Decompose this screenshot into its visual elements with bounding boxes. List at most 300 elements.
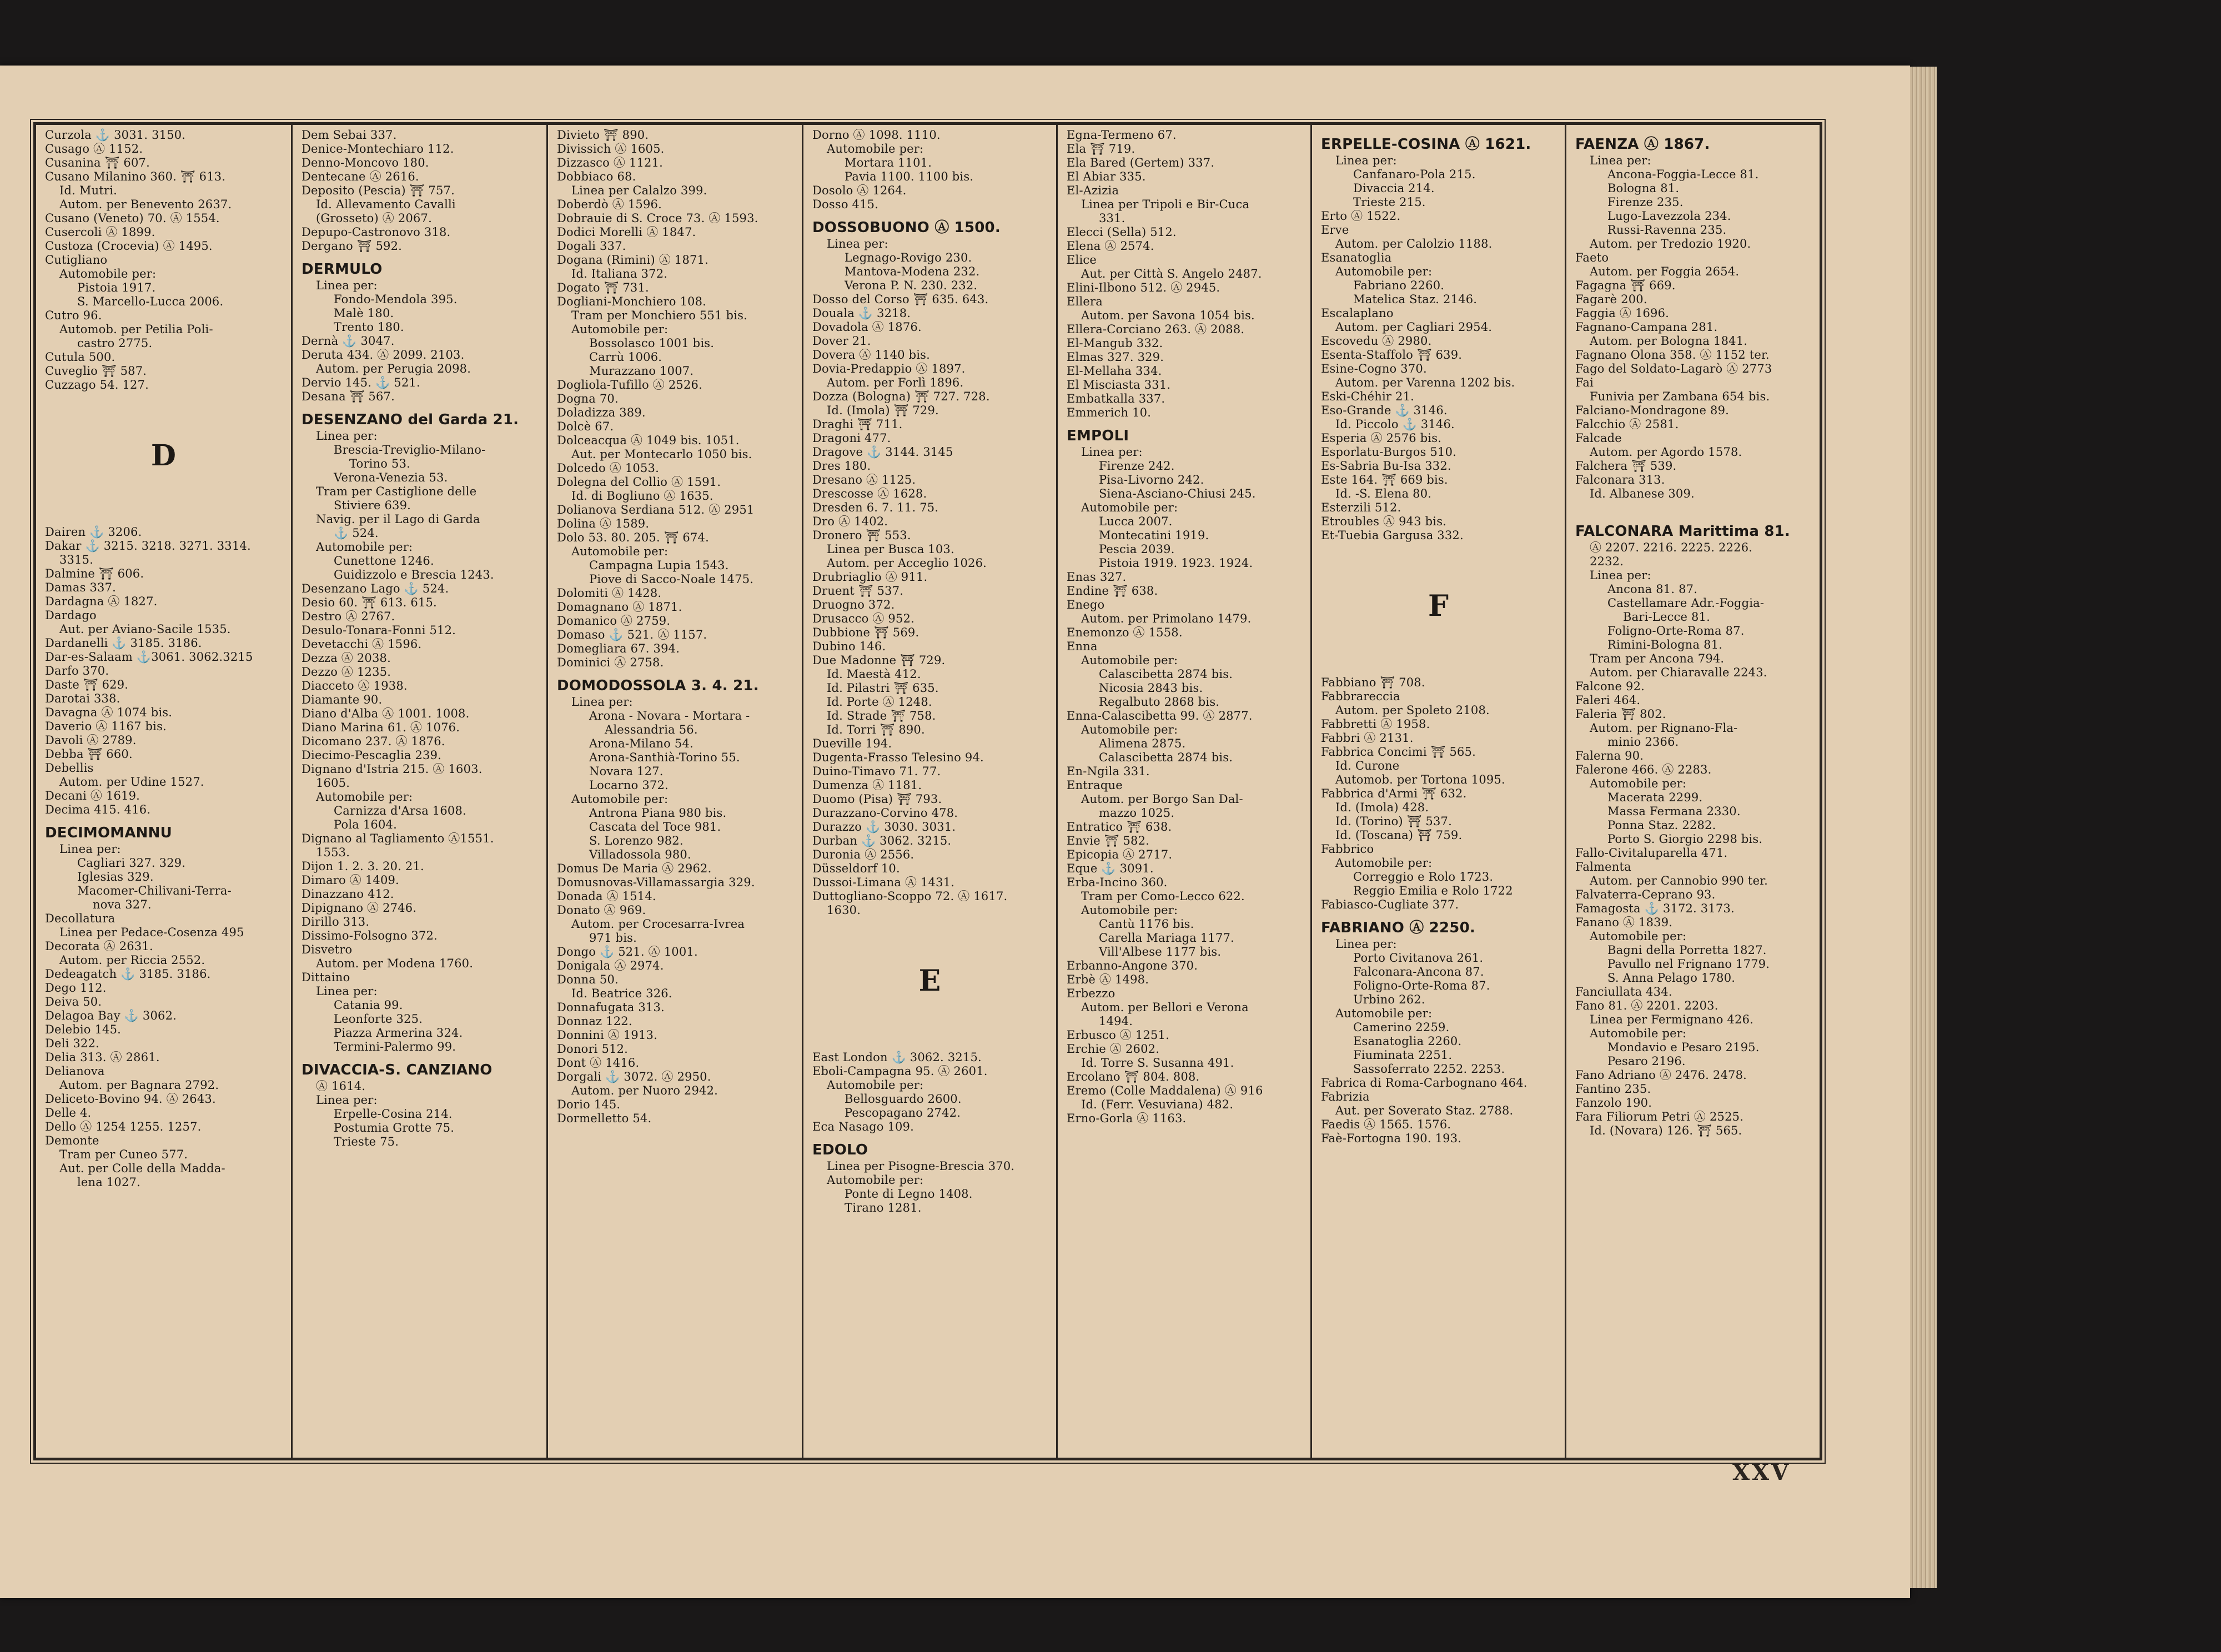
index-entry: Druent ⛩ 537. [812, 584, 904, 597]
index-entry: Daste ⛩ 629. [45, 678, 129, 691]
index-entry: Deposito (Pescia) ⛩ 757. [302, 184, 455, 197]
index-entry: Dardanelli ⚓ 3185. 3186. [45, 636, 202, 650]
index-entry: Dogato ⛩ 731. [557, 281, 649, 294]
index-entry: Autom. per Tredozio 1920. [1590, 237, 1751, 250]
index-entry: Esenta-Staffolo ⛩ 639. [1321, 348, 1463, 361]
index-entry: Postumia Grotte 75. [334, 1121, 455, 1134]
index-entry: Debellis [45, 761, 94, 775]
index-entry: Fagarè 200. [1575, 293, 1647, 306]
index-entry: Locarno 372. [589, 779, 669, 792]
index-entry: Delianova [45, 1064, 105, 1078]
index-entry: Dardagna Ⓐ 1827. [45, 595, 158, 608]
index-entry: Lucca 2007. [1099, 515, 1173, 528]
index-entry: Pesaro 2196. [1607, 1055, 1686, 1068]
index-entry: Eca Nasago 109. [812, 1120, 914, 1133]
index-entry: Id. Maestà 412. [827, 667, 921, 681]
index-entry: Falconara-Ancona 87. [1353, 965, 1484, 978]
index-entry: Funivia per Zambana 654 bis. [1590, 390, 1770, 403]
index-entry: Dubbione ⛩ 569. [812, 626, 919, 639]
index-entry: Fabbrareccia [1321, 690, 1400, 703]
index-entry: Porto S. Giorgio 2298 bis. [1607, 832, 1763, 846]
index-entry: Dolianova Serdiana 512. Ⓐ 2951 [557, 503, 755, 516]
index-entry: Falcchio Ⓐ 2581. [1575, 418, 1679, 431]
index-entry: Dolcedo Ⓐ 1053. [557, 461, 659, 475]
index-entry: Erpelle-Cosina 214. [334, 1107, 453, 1121]
index-entry: Bologna 81. [1607, 182, 1680, 195]
index-entry: Dorgali ⚓ 3072. Ⓐ 2950. [557, 1070, 711, 1083]
index-entry: Murazzano 1007. [589, 364, 694, 378]
index-entry: Dubino 146. [812, 640, 886, 653]
index-entry: Cusano (Veneto) 70. Ⓐ 1554. [45, 212, 220, 225]
index-entry: Cutigliano [45, 253, 108, 267]
index-entry: Entratico ⛩ 638. [1067, 820, 1172, 833]
index-entry: Darfo 370. [45, 664, 109, 677]
index-entry: Domegliara 67. 394. [557, 642, 680, 655]
index-entry: Decani Ⓐ 1619. [45, 789, 140, 802]
index-entry: Donada Ⓐ 1514. [557, 890, 656, 903]
index-entry: Ela ⛩ 719. [1067, 142, 1135, 155]
index-entry: Bari-Lecce 81. [1623, 610, 1710, 624]
index-entry: Pescopagano 2742. [845, 1106, 961, 1119]
index-entry: Epicopia Ⓐ 2717. [1067, 848, 1173, 861]
index-entry: Linea per Busca 103. [827, 543, 954, 556]
index-entry: Id. (Imola) ⛩ 729. [827, 404, 939, 417]
index-entry: Donigala Ⓐ 2974. [557, 959, 664, 972]
index-entry: Automobile per: [571, 323, 669, 336]
index-entry: Arona-Santhià-Torino 55. [589, 751, 740, 764]
index-entry: Doberdò Ⓐ 1596. [557, 198, 662, 211]
index-entry: Navig. per il Lago di Garda [316, 513, 480, 526]
index-entry: Correggio e Rolo 1723. [1353, 870, 1494, 883]
index-entry: Eso-Grande ⚓ 3146. [1321, 404, 1448, 417]
index-entry: Dijon 1. 2. 3. 20. 21. [302, 860, 424, 873]
index-entry: Erchie Ⓐ 2602. [1067, 1042, 1160, 1056]
index-entry: Malè 180. [334, 307, 394, 320]
index-entry: Catania 99. [334, 998, 403, 1012]
index-entry: Fanzolo 190. [1575, 1096, 1652, 1109]
index-column-3 [548, 125, 803, 1458]
index-entry: Regalbuto 2868 bis. [1099, 695, 1220, 709]
index-entry: Dorio 145. [557, 1098, 621, 1111]
index-entry: Pavia 1100. 1100 bis. [845, 170, 974, 183]
index-entry: (Grosseto) Ⓐ 2067. [316, 212, 432, 225]
index-entry: Diecimo-Pescaglia 239. [302, 749, 442, 762]
index-entry: Linea per Pedace-Cosenza 495 [59, 926, 244, 939]
index-entry: Cusano Milanino 360. ⛩ 613. [45, 170, 226, 183]
index-entry: Durban ⚓ 3062. 3215. [812, 834, 952, 847]
index-entry: Dogna 70. [557, 392, 619, 405]
station-heading: EDOLO [812, 1142, 868, 1158]
index-entry: Fallo-Civitaluparella 471. [1575, 846, 1728, 860]
index-entry: Autom. per Forlì 1896. [827, 376, 964, 389]
index-entry: Cunettone 1246. [334, 554, 434, 568]
index-entry: Autom. per Rignano-Fla- [1590, 721, 1738, 735]
index-entry: castro 2775. [77, 337, 153, 350]
index-entry: Campagna Lupia 1543. [589, 559, 729, 572]
index-entry: Trieste 215. [1353, 195, 1426, 209]
index-entry: Automob. per Petilia Poli- [59, 323, 213, 336]
index-entry: Autom. per Calolzio 1188. [1335, 237, 1493, 250]
index-entry: 971 bis. [589, 931, 637, 945]
index-entry: Dairen ⚓ 3206. [45, 525, 142, 539]
index-entry: Ponna Staz. 2282. [1607, 819, 1716, 832]
index-entry: Fondo-Mendola 395. [334, 293, 458, 306]
index-column-1 [36, 125, 293, 1458]
index-entry: Antrona Piana 980 bis. [589, 806, 727, 820]
index-entry: Fagnano-Campana 281. [1575, 320, 1718, 334]
index-entry: Cutro 96. [45, 309, 102, 322]
index-entry: Dres 180. [812, 459, 871, 473]
index-entry: Porto Civitanova 261. [1353, 951, 1484, 965]
index-entry: Linea per: [316, 279, 378, 292]
index-entry: 1494. [1099, 1015, 1133, 1028]
index-entry: Fiuminata 2251. [1353, 1048, 1453, 1062]
index-entry: Autom. per Chiaravalle 2243. [1590, 666, 1767, 679]
index-entry: Id. Porte Ⓐ 1248. [827, 695, 932, 709]
index-entry: Tram per Cuneo 577. [59, 1148, 188, 1161]
index-entry: Deiva 50. [45, 995, 102, 1008]
index-entry: Dozza (Bologna) ⛩ 727. 728. [812, 390, 990, 403]
index-entry: Piove di Sacco-Noale 1475. [589, 573, 754, 586]
index-entry: Verona P. N. 230. 232. [845, 279, 978, 292]
index-entry: nova 327. [93, 898, 152, 911]
index-entry: Pola 1604. [334, 818, 397, 831]
index-entry: Darotai 338. [45, 692, 120, 705]
index-entry: Dolegna del Collio Ⓐ 1591. [557, 475, 721, 489]
index-entry: Cascata del Toce 981. [589, 820, 721, 833]
index-entry: Due Madonne ⛩ 729. [812, 654, 946, 667]
index-entry: Autom. per Bellori e Verona [1081, 1001, 1249, 1014]
index-entry: Dissimo-Folsogno 372. [302, 929, 438, 942]
index-entry: Reggio Emilia e Rolo 1722 [1353, 884, 1513, 897]
index-entry: Cusercoli Ⓐ 1899. [45, 225, 155, 239]
index-entry: Eque ⚓ 3091. [1067, 862, 1154, 875]
index-entry: Falciano-Mondragone 89. [1575, 404, 1730, 417]
index-entry: Es-Sabria Bu-Isa 332. [1321, 459, 1451, 473]
index-entry: Fano Adriano Ⓐ 2476. 2478. [1575, 1068, 1747, 1082]
index-entry: Esanatoglia [1321, 251, 1392, 264]
index-entry: Automobile per: [1081, 723, 1178, 736]
index-entry: Calascibetta 2874 bis. [1099, 751, 1233, 764]
index-entry: Montecatini 1919. [1099, 529, 1209, 542]
index-entry: Cusanina ⛩ 607. [45, 156, 150, 169]
station-heading: ERPELLE-COSINA Ⓐ 1621. [1321, 136, 1531, 153]
index-entry: Autom. per Cannobio 990 ter. [1590, 874, 1768, 887]
index-entry: Autom. per Riccia 2552. [59, 953, 205, 967]
index-entry: Enna [1067, 640, 1098, 653]
index-entry: Dosso 415. [812, 198, 879, 211]
index-entry: Dogana (Rimini) Ⓐ 1871. [557, 253, 709, 267]
index-entry: Falmenta [1575, 860, 1631, 873]
index-entry: Dezzo Ⓐ 1235. [302, 665, 391, 679]
index-entry: Automobile per: [827, 1173, 924, 1187]
index-entry: Automobile per: [1590, 930, 1687, 943]
index-entry: Id. (Novara) 126. ⛩ 565. [1590, 1124, 1742, 1137]
index-entry: Drusacco Ⓐ 952. [812, 612, 914, 625]
index-entry: Leonforte 325. [334, 1012, 423, 1026]
index-entry: Dezza Ⓐ 2038. [302, 651, 391, 665]
index-entry: Domusnovas-Villamassargia 329. [557, 876, 755, 889]
index-entry: Cuveglio ⛩ 587. [45, 364, 147, 378]
index-entry: Pisa-Livorno 242. [1099, 473, 1204, 486]
index-entry: Duino-Timavo 71. 77. [812, 765, 941, 778]
index-entry: Elice [1067, 253, 1097, 267]
index-entry: Disvetro [302, 943, 353, 956]
index-entry: Fanciullata 434. [1575, 985, 1672, 998]
index-entry: Donnaz 122. [557, 1015, 632, 1028]
index-entry: Dakar ⚓ 3215. 3218. 3271. 3314. [45, 539, 251, 553]
station-heading: FAENZA Ⓐ 1867. [1575, 136, 1710, 153]
index-entry: Eremo (Colle Maddalena) Ⓐ 916 [1067, 1084, 1263, 1097]
index-entry: Carrù 1006. [589, 350, 662, 364]
index-entry: Carella Mariaga 1177. [1099, 931, 1234, 945]
index-entry: Pescia 2039. [1099, 543, 1175, 556]
index-entry: Autom. per Crocesarra-Ivrea [571, 917, 745, 931]
station-heading: DERMULO [302, 261, 383, 278]
index-entry: Davagna Ⓐ 1074 bis. [45, 706, 173, 719]
index-entry: Dernà ⚓ 3047. [302, 334, 395, 348]
index-entry: Dem Sebai 337. [302, 128, 397, 142]
index-entry: 1630. [827, 903, 861, 917]
index-entry: Firenze 242. [1099, 459, 1175, 473]
index-entry: Automobile per: [316, 790, 413, 804]
index-entry: Dongo ⚓ 521. Ⓐ 1001. [557, 945, 698, 958]
station-heading: DESENZANO del Garda 21. [302, 411, 519, 428]
index-entry: Automobile per: [571, 792, 669, 806]
index-entry: El-Mangub 332. [1067, 337, 1163, 350]
index-entry: Id. Albanese 309. [1590, 487, 1695, 500]
index-entry: Camerino 2259. [1353, 1021, 1450, 1034]
index-entry: Durazzo ⚓ 3030. 3031. [812, 820, 956, 833]
index-entry: S. Marcello-Lucca 2006. [77, 295, 224, 308]
index-entry: Embatkalla 337. [1067, 392, 1165, 405]
index-entry: Fabiasco-Cugliate 377. [1321, 898, 1459, 911]
index-entry: Dominici Ⓐ 2758. [557, 656, 664, 669]
index-entry: Escovedu Ⓐ 2980. [1321, 334, 1432, 348]
index-entry: Massa Fermana 2330. [1607, 805, 1741, 818]
index-entry: Linea per: [1590, 569, 1651, 582]
section-letter: D [150, 439, 177, 473]
section-letter: F [1428, 589, 1449, 623]
index-entry: En-Ngila 331. [1067, 765, 1150, 778]
index-column-5 [1058, 125, 1312, 1458]
index-entry: lena 1027. [77, 1176, 140, 1189]
index-entry: Linea per: [316, 429, 378, 443]
index-entry: Linea per Pisogne-Brescia 370. [827, 1159, 1015, 1173]
index-entry: Nicosia 2843 bis. [1099, 681, 1203, 695]
index-entry: Eboli-Campagna 95. Ⓐ 2601. [812, 1064, 988, 1078]
index-entry: Daverio Ⓐ 1167 bis. [45, 720, 167, 733]
index-entry: Linea per: [316, 985, 378, 998]
index-entry: Dello Ⓐ 1254 1255. 1257. [45, 1120, 202, 1133]
index-entry: Dolo 53. 80. 205. ⛩ 674. [557, 531, 709, 544]
index-entry: Dolcè 67. [557, 420, 614, 433]
index-entry: Et-Tuebia Gargusa 332. [1321, 529, 1464, 542]
index-entry: Faleri 464. [1575, 694, 1641, 707]
index-entry: Aut. per Montecarlo 1050 bis. [571, 448, 752, 461]
index-entry: Denno-Moncovo 180. [302, 156, 429, 169]
index-entry: Ponte di Legno 1408. [845, 1187, 973, 1201]
index-entry: Automobile per: [59, 267, 157, 280]
index-entry: Dussoi-Limana Ⓐ 1431. [812, 876, 955, 889]
index-entry: Elecci (Sella) 512. [1067, 225, 1177, 239]
index-entry: Automobile per: [1081, 903, 1178, 917]
index-entry: Automobile per: [1335, 265, 1433, 278]
index-entry: Delebio 145. [45, 1023, 122, 1036]
index-entry: Linea per Calalzo 399. [571, 184, 707, 197]
index-entry: Torino 53. [349, 457, 411, 470]
index-entry: Enna-Calascibetta 99. Ⓐ 2877. [1067, 709, 1253, 722]
index-entry: Sassoferrato 2252. 2253. [1353, 1062, 1505, 1076]
index-entry: Dumenza Ⓐ 1181. [812, 779, 922, 792]
index-entry: Fabrica di Roma-Carbognano 464. [1321, 1076, 1527, 1089]
index-entry: Cutula 500. [45, 350, 115, 364]
index-entry: Linea per: [1081, 445, 1143, 459]
index-entry: Automobile per: [1081, 501, 1178, 514]
index-entry: Automobile per: [571, 545, 669, 558]
index-entry: Automobile per: [1335, 1007, 1433, 1020]
index-entry: Durazzano-Corvino 478. [812, 806, 958, 820]
index-entry: Piazza Armerina 324. [334, 1026, 463, 1040]
index-entry: Fabbrica Concimi ⛩ 565. [1321, 745, 1476, 759]
index-entry: Automobile per: [1590, 1027, 1687, 1040]
index-entry: El-Azizia [1067, 184, 1119, 197]
spacer [1575, 501, 1811, 515]
index-entry: Faeto [1575, 251, 1609, 264]
index-entry: Dirillo 313. [302, 915, 370, 928]
index-entry: Arona - Novara - Mortara - [589, 709, 750, 722]
index-entry: Faggia Ⓐ 1696. [1575, 307, 1670, 320]
index-entry: Deruta 434. Ⓐ 2099. 2103. [302, 348, 465, 361]
index-entry: Matelica Staz. 2146. [1353, 293, 1478, 306]
index-column-2 [293, 125, 548, 1458]
index-entry: Id. (Torino) ⛩ 537. [1335, 815, 1452, 828]
index-entry: Tirano 1281. [845, 1201, 922, 1214]
index-entry: Stiviere 639. [334, 499, 411, 512]
index-entry: Id. (Imola) 428. [1335, 801, 1429, 814]
index-entry: Delagoa Bay ⚓ 3062. [45, 1009, 177, 1022]
index-entry: Custoza (Crocevia) Ⓐ 1495. [45, 239, 213, 253]
index-entry: Donori 512. [557, 1042, 629, 1056]
index-entry: Duronia Ⓐ 2556. [812, 848, 914, 861]
index-entry: Escalaplano [1321, 307, 1394, 320]
index-entry: Drubriaglio Ⓐ 911. [812, 570, 928, 584]
index-entry: Dogliani-Monchiero 108. [557, 295, 707, 308]
index-entry: Fanano Ⓐ 1839. [1575, 916, 1673, 929]
page-number: XXV [1732, 1459, 1791, 1485]
index-entry: Dorno Ⓐ 1098. 1110. [812, 128, 941, 142]
index-entry: Etroubles Ⓐ 943 bis. [1321, 515, 1447, 528]
index-entry: Fagnano Olona 358. Ⓐ 1152 ter. [1575, 348, 1770, 361]
index-entry: Mondavio e Pesaro 2195. [1607, 1041, 1760, 1054]
index-entry: Mantova-Modena 232. [845, 265, 980, 278]
index-entry: Autom. per Varenna 1202 bis. [1335, 376, 1515, 389]
station-heading: DECIMOMANNU [45, 825, 172, 841]
index-entry: Destro Ⓐ 2767. [302, 610, 395, 623]
index-entry: Dar-es-Salaam ⚓3061. 3062.3215 [45, 650, 253, 664]
index-entry: Falchera ⛩ 539. [1575, 459, 1677, 473]
index-entry: Divissich Ⓐ 1605. [557, 142, 665, 155]
index-entry: Domaso ⚓ 521. Ⓐ 1157. [557, 628, 707, 641]
index-entry: Iglesias 329. [77, 870, 154, 883]
index-entry: Egna-Termeno 67. [1067, 128, 1177, 142]
index-entry: Dalmine ⛩ 606. [45, 567, 144, 580]
index-entry: Fago del Soldato-Lagarò Ⓐ 2773 [1575, 362, 1772, 375]
index-entry: Dicomano 237. Ⓐ 1876. [302, 735, 445, 748]
index-entry: Düsseldorf 10. [812, 862, 900, 875]
station-heading: DOMODOSSOLA 3. 4. 21. [557, 677, 759, 694]
index-entry: Diano d'Alba Ⓐ 1001. 1008. [302, 707, 470, 720]
index-entry: Tram per Castiglione delle [316, 485, 477, 498]
index-entry: Elmas 327. 329. [1067, 350, 1164, 364]
index-entry: Deliceto-Bovino 94. Ⓐ 2643. [45, 1092, 216, 1106]
index-entry: Linea per Fermignano 426. [1590, 1013, 1754, 1026]
index-entry: Faè-Fortogna 190. 193. [1321, 1132, 1462, 1145]
index-entry: Arona-Milano 54. [589, 737, 694, 750]
station-heading: DOSSOBUONO Ⓐ 1500. [812, 219, 1001, 236]
index-entry: Id. Torre S. Susanna 491. [1081, 1056, 1234, 1069]
index-entry: 1605. [316, 776, 350, 790]
index-entry: Siena-Asciano-Chiusi 245. [1099, 487, 1256, 500]
index-entry: Fagagna ⛩ 669. [1575, 279, 1676, 292]
index-entry: Id. Piccolo ⚓ 3146. [1335, 418, 1455, 431]
index-entry: Autom. per Bologna 1841. [1590, 334, 1748, 348]
index-entry: Domus De Maria Ⓐ 2962. [557, 862, 712, 875]
index-entry: Dedeagatch ⚓ 3185. 3186. [45, 967, 211, 981]
index-entry: Autom. per Agordo 1578. [1590, 445, 1742, 459]
index-entry: Dogliola-Tufillo Ⓐ 2526. [557, 378, 702, 391]
index-entry: Bossolasco 1001 bis. [589, 337, 715, 350]
index-entry: Delle 4. [45, 1106, 92, 1119]
index-entry: Linea per: [827, 237, 888, 250]
index-entry: Emmerich 10. [1067, 406, 1152, 419]
index-entry: Elini-Ilbono 512. Ⓐ 2945. [1067, 281, 1220, 294]
index-entry: Envie ⛩ 582. [1067, 834, 1150, 847]
index-entry: Linea per: [1590, 154, 1651, 167]
index-entry: Russi-Ravenna 235. [1607, 223, 1727, 237]
index-entry: Ellera [1067, 295, 1103, 308]
index-entry: Endine ⛩ 638. [1067, 584, 1158, 597]
index-entry: Esperia Ⓐ 2576 bis. [1321, 431, 1442, 445]
index-entry: Automobile per: [1081, 654, 1178, 667]
index-entry: Dolomiti Ⓐ 1428. [557, 586, 662, 600]
index-entry: Donato Ⓐ 969. [557, 903, 646, 917]
index-entry: El Abiar 335. [1067, 170, 1146, 183]
index-entry: El-Mellaha 334. [1067, 364, 1162, 378]
index-entry: Erba-Incino 360. [1067, 876, 1168, 889]
index-entry: Falerna 90. [1575, 749, 1644, 762]
index-entry: Douala ⚓ 3218. [812, 307, 911, 320]
index-entry: minio 2366. [1607, 735, 1679, 749]
index-entry: Curzola ⚓ 3031. 3150. [45, 128, 186, 142]
index-entry: Domagnano Ⓐ 1871. [557, 600, 682, 614]
index-entry: Desulo-Tonara-Fonni 512. [302, 624, 456, 637]
station-heading: EMPOLI [1067, 428, 1129, 444]
index-entry: Automobile per: [1590, 777, 1687, 790]
index-entry: Donna 50. [557, 973, 619, 986]
index-entry: Mortara 1101. [845, 156, 932, 169]
index-entry: Erbè Ⓐ 1498. [1067, 973, 1149, 986]
index-entry: Dovera Ⓐ 1140 bis. [812, 348, 931, 361]
index-entry: Canfanaro-Pola 215. [1353, 168, 1476, 181]
index-entry: Trieste 75. [334, 1135, 399, 1148]
index-entry: Desenzano Lago ⚓ 524. [302, 582, 449, 595]
index-entry: S. Lorenzo 982. [589, 834, 684, 847]
index-entry: Debba ⛩ 660. [45, 747, 133, 761]
index-entry: Falvaterra-Ceprano 93. [1575, 888, 1716, 901]
index-entry: Dormelletto 54. [557, 1112, 652, 1125]
index-entry: Autom. per Perugia 2098. [316, 362, 471, 375]
